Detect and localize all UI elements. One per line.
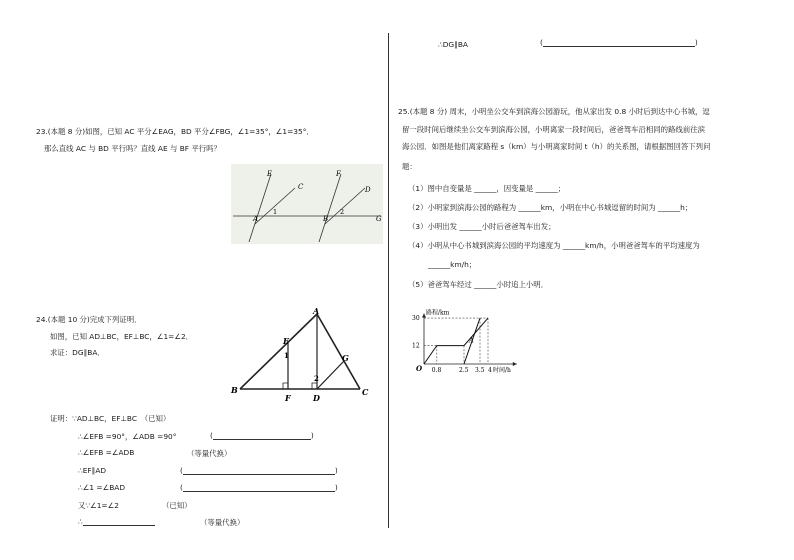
x-tick-label: 4 [488,367,492,374]
y-tick-label: 30 [412,315,420,323]
right-angle-D [312,383,317,389]
proof-line-5: ∴∠1 =∠BAD [78,483,126,492]
proof-reason-6: （已知） [162,501,192,510]
label-F: F [285,393,291,403]
q25-line3: 海公园．如图是他们离家路程 s（km）与小明离家时间 t（h）的关系图，请根据图回答下列问 [402,142,711,151]
column-divider [388,33,389,528]
q24-title: 24.(本题 10 分)完成下列证明． [36,315,142,324]
label-C: C [362,387,369,397]
label-F: F [336,170,341,178]
label-G: G [376,215,382,223]
point-A-label: A [469,336,474,345]
x-tick-label: 0.8 [431,367,442,374]
proof-reason-3: （等量代换） [187,449,232,458]
answer-blank-reason-5[interactable] [183,483,335,492]
label-2: 2 [340,208,345,216]
proof-reason-5[interactable]: ( ) [180,483,338,492]
label-E: E [283,336,290,346]
proof-line-7-prefix: ∴ [78,517,83,526]
label-1: 1 [273,208,278,216]
proof-reason-2[interactable]: ( ) [210,431,314,440]
label-D: D [365,186,371,194]
q25-line4: 题： [402,162,417,171]
q23-figure [231,164,383,244]
q25-distance-time-chart [402,294,532,378]
label-D: D [313,393,320,403]
label-A: A [313,306,320,316]
label-2: 2 [314,374,319,383]
segment-DG [317,361,344,389]
side-BA [240,314,317,389]
q25-sub1: （1）图中自变量是 ______，因变量是 ______； [408,184,566,193]
side-AC [317,314,360,389]
right-angle-F [283,383,288,389]
line-BF [319,174,341,242]
q23-line2: 那么直线 AC 与 BD 平行吗？直线 AE 与 BF 平行吗？ [44,144,221,153]
label-E: E [267,170,273,178]
q25-sub2: （2）小明家到滨海公园的路程为 ______km，小明在中心书城逗留的时间为 ______h； [408,203,693,212]
q25-line1: 25.(本题 8 分) 周末，小明坐公交车到滨海公园游玩，他从家出发 0.8 小时后到达中心书城，逗 [398,107,710,116]
q24-prove: 求证：DG∥BA． [50,348,105,357]
label-A: A [253,215,259,223]
proof-line-2: ∴∠EFB =90°，∠ADB =90° [78,432,177,441]
label-C: C [298,183,304,191]
proof-line-1: 证明：∵AD⊥BC，EF⊥BC （已知） [50,414,171,423]
top-right-conclusion: ∴DG∥BA [438,40,468,49]
proof-line-6: 又∵∠1=∠2 [78,501,119,510]
label-G: G [342,353,349,363]
proof-line-7 [78,517,155,526]
q23-line1: 23.(本题 8 分)如图，已知 AC 平分∠EAG，BD 平分∠FBG，∠1=35°，∠1=35°． [36,127,314,136]
line-AE [249,174,271,242]
q25-sub4a: （4）小明从中心书城到滨海公园的平均速度为 ______km/h，小明爸爸驾车的平均速度为 [408,241,700,250]
q25-sub3: （3）小明出发 ______小时后爸爸驾车出发； [408,222,556,231]
y-axis-label: 路程/km [426,309,450,317]
proof-reason-7: （等量代换） [200,518,245,527]
x-axis-arrow [513,362,517,366]
label-1: 1 [284,351,289,360]
x-axis-label: 时间/h [493,367,511,374]
answer-blank-reason-4[interactable] [183,466,335,475]
q24-given: 如图，已知 AD⊥BC，EF⊥BC，∠1=∠2． [50,332,194,341]
q25-line2: 留一段时间后继续坐公交车到滨海公园，小明离家一段时间后，爸爸驾车沿相同的路线前往滨 [402,125,706,134]
answer-blank-conclusion[interactable] [83,517,155,526]
q24-figure [228,306,373,406]
proof-reason-4[interactable]: ( ) [180,466,338,475]
q25-sub5: （5）爸爸驾车经过 ______小时追上小明． [408,280,549,289]
label-B: B [231,385,238,395]
x-tick-label: 3.5 [475,367,485,374]
answer-blank-top-right[interactable] [543,38,695,47]
origin-label: O [416,364,423,373]
proof-line-3: ∴∠EFB =∠ADB [78,448,135,457]
q25-sub4b: ______km/h； [428,260,477,269]
proof-line-4: ∴EF∥AD [78,466,107,475]
answer-blank-reason-2[interactable] [213,431,311,440]
series-line-0 [424,318,488,364]
y-tick-label: 12 [412,342,420,350]
label-B: B [323,215,329,223]
top-right-reason[interactable]: ( ) [540,38,698,47]
x-tick-label: 2.5 [459,367,469,374]
